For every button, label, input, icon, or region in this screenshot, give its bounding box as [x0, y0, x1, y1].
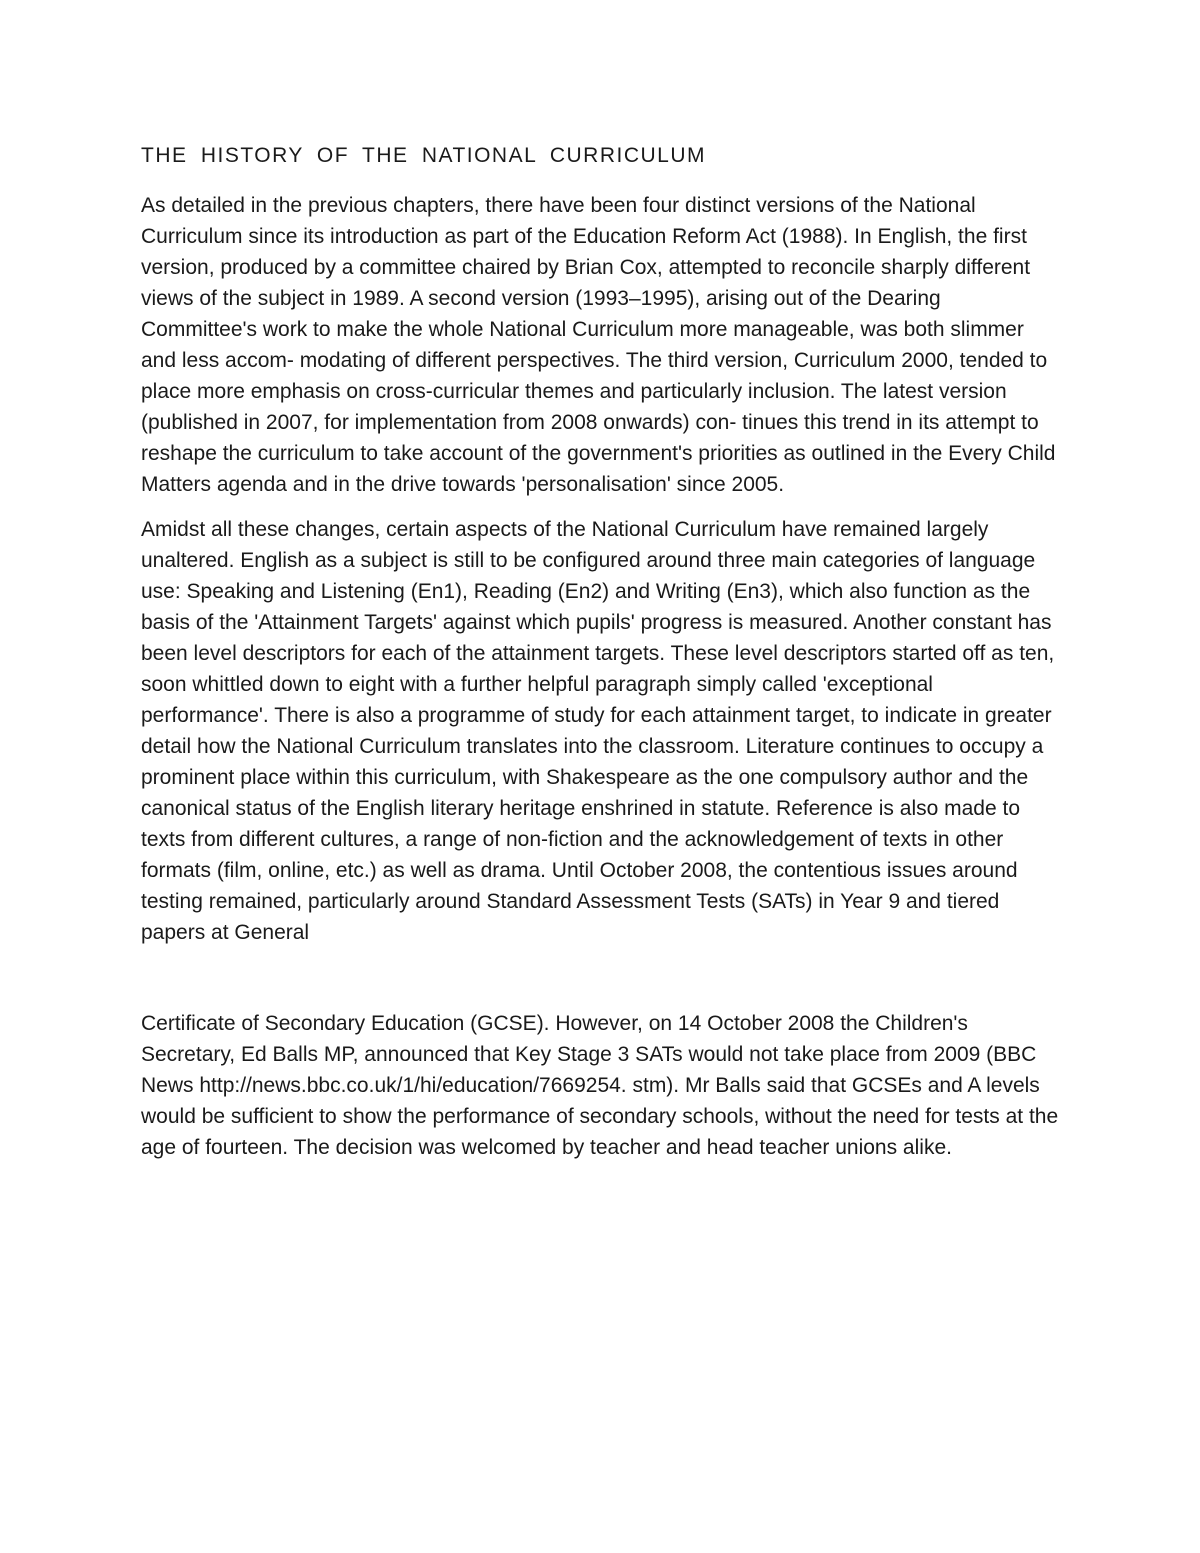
- document-title: THE HISTORY OF THE NATIONAL CURRICULUM: [141, 144, 707, 167]
- paragraph-versions: As detailed in the previous chapters, there have been four distinct versions of the National Curriculum since its introduction as part of the Education Reform Act (1988). In English, the first version, produced by a committee chaired by Brian Cox, attempted to reconcile sharply different views of the subject in 1989. A second version (1993–1995), arising out of the Dearing Committee's work to make the whole National Curriculum more manageable, was both slimmer and less accom- modating of different perspectives. The third version, Curriculum 2000, tended to place more emphasis on cross-curricular themes and particularly inclusion. The latest version (published in 2007, for implementation from 2008 onwards) con- tinues this trend in its attempt to reshape the curriculum to take account of the government's priorities as outlined in the Every Child Matters agenda and in the drive towards 'personalisation' since 2005.: [141, 194, 1056, 496]
- paragraph-unaltered-aspects: Amidst all these changes, certain aspects of the National Curriculum have remained largely unaltered. English as a subject is still to be configured around three main categories of language use: Speaking and Listening (En1), Reading (En2) and Writing (En3), which also function as the basis of the 'Attainment Targets' against which pupils' progress is measured. Another constant has been level descriptors for each of the attainment targets. These level descriptors started off as ten, soon whittled down to eight with a further helpful paragraph simply called 'exceptional performance'. There is also a programme of study for each attainment target, to indicate in greater detail how the National Curriculum translates into the classroom. Literature continues to occupy a prominent place within this curriculum, with Shakespeare as the one compulsory author and the canonical status of the English literary heritage enshrined in statute. Reference is also made to texts from different cultures, a range of non-fiction and the acknowledgement of texts in other formats (film, online, etc.) as well as drama. Until October 2008, the contentious issues around testing remained, particularly around Standard Assessment Tests (SATs) in Year 9 and tiered papers at General: [141, 518, 1055, 944]
- document-page: [141, 140, 1061, 1177]
- paragraph-sats-announcement: Certificate of Secondary Education (GCSE). However, on 14 October 2008 the Children's Secretary, Ed Balls MP, announced that Key Stage 3 SATs would not take place from 2009 (BBC News http://news.bbc.co.uk/1/hi/education/7669254. stm). Mr Balls said that GCSEs and A levels would be sufficient to show the performance of secondary schools, without the need for tests at the age of fourteen. The decision was welcomed by teacher and head teacher unions alike.: [141, 1012, 1059, 1159]
